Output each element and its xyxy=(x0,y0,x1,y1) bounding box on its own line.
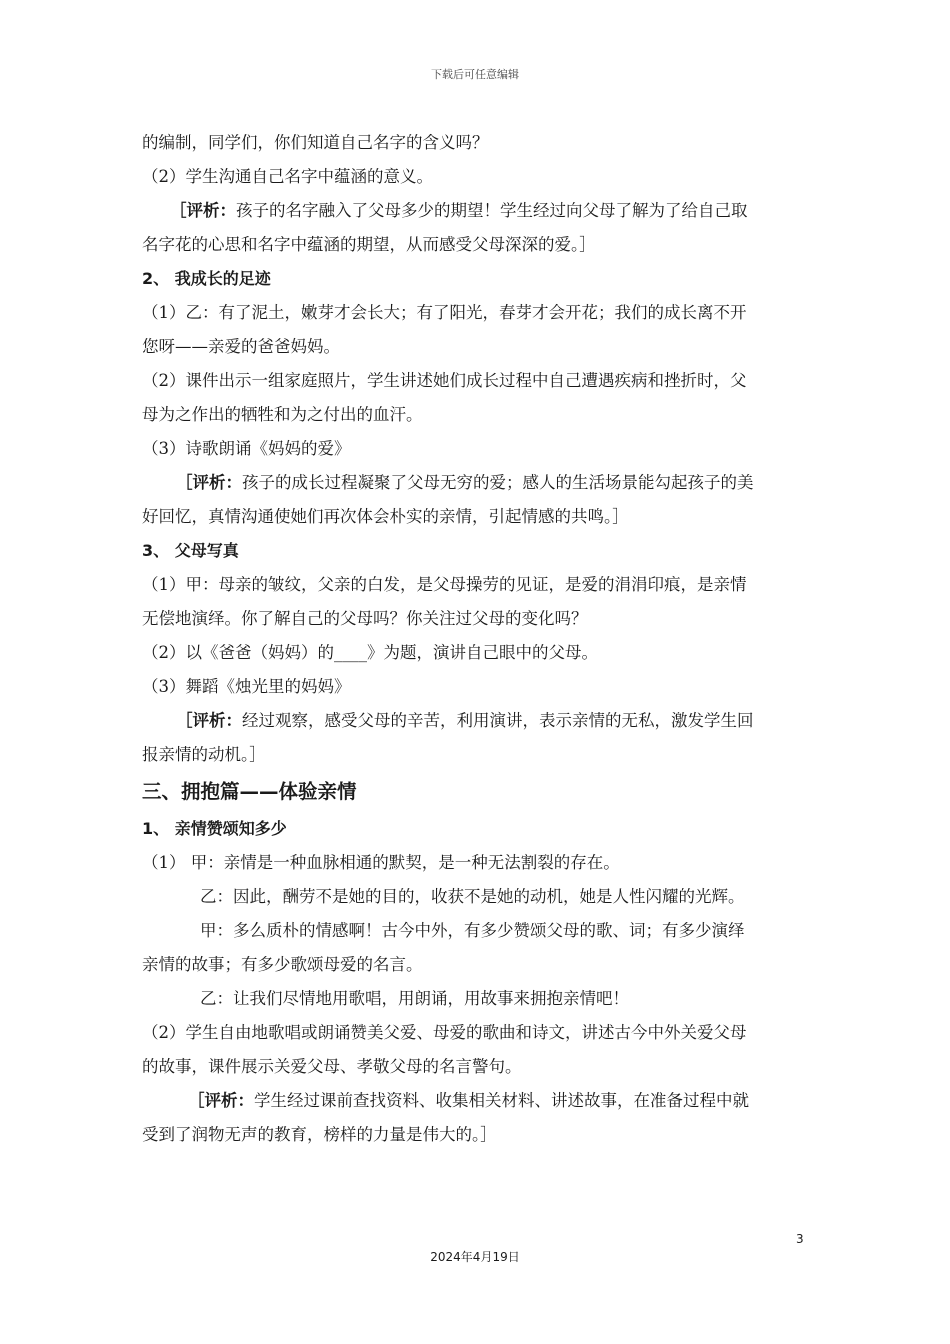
section-heading: 2、 我成长的足迹 xyxy=(142,269,271,288)
paragraph-line: 受到了润物无声的教育，榜样的力量是伟大的。］ xyxy=(142,1125,497,1144)
comment-text: 经过观察，感受父母的辛苦，利用演讲，表示亲情的无私，激发学生回 xyxy=(242,711,754,730)
chapter-heading: 三、拥抱篇——体验亲情 xyxy=(142,780,357,803)
paragraph-line: 无偿地演绎。你了解自己的父母吗？你关注过父母的变化吗？ xyxy=(142,609,588,628)
paragraph-line: （2）学生自由地歌唱或朗诵赞美父爱、母爱的歌曲和诗文，讲述古今中外关爱父母 xyxy=(142,1023,747,1042)
section-heading: 3、 父母写真 xyxy=(142,541,239,560)
paragraph-line: （3）舞蹈《烛光里的妈妈》 xyxy=(142,677,351,696)
paragraph-line: 的编制，同学们，你们知道自己名字的含义吗？ xyxy=(142,133,489,152)
footer-date: 2024年4月19日 xyxy=(430,1250,520,1264)
paragraph-line: （1） 甲：亲情是一种血脉相通的默契，是一种无法割裂的存在。 xyxy=(142,853,620,872)
paragraph-line: （3）诗歌朗诵《妈妈的爱》 xyxy=(142,439,351,458)
comment-line xyxy=(142,1084,834,1118)
page-header: 下载后可任意编辑 xyxy=(431,68,519,81)
comment-line xyxy=(142,194,834,228)
paragraph-line: 亲情的故事；有多少歌颂母爱的名言。 xyxy=(142,955,423,974)
comment-label: ［评析： xyxy=(176,473,242,492)
paragraph-line: （1）甲：母亲的皱纹，父亲的白发，是父母操劳的见证，是爱的涓涓印痕，是亲情 xyxy=(142,575,747,594)
comment-text: 孩子的成长过程凝聚了父母无穷的爱；感人的生活场景能勾起孩子的美 xyxy=(242,473,754,492)
paragraph-line: 好回忆，真情沟通使她们再次体会朴实的亲情，引起情感的共鸣。］ xyxy=(142,507,629,526)
comment-text: 孩子的名字融入了父母多少的期望！学生经过向父母了解为了给自己取 xyxy=(236,201,748,220)
document-body xyxy=(142,126,834,1152)
paragraph-line: 报亲情的动机。］ xyxy=(142,745,266,764)
paragraph-line: （2）课件出示一组家庭照片，学生讲述她们成长过程中自己遭遇疾病和挫折时，父 xyxy=(142,371,747,390)
dialogue-line: 乙：因此，酬劳不是她的目的，收获不是她的动机，她是人性闪耀的光辉。 xyxy=(200,887,745,906)
page-number: 3 xyxy=(796,1232,804,1246)
comment-line xyxy=(142,466,834,500)
paragraph-line: （1）乙：有了泥土，嫩芽才会长大；有了阳光，春芽才会开花；我们的成长离不开 xyxy=(142,303,747,322)
comment-text: 学生经过课前查找资料、收集相关材料、讲述故事，在准备过程中就 xyxy=(254,1091,749,1110)
paragraph-line: 母为之作出的牺牲和为之付出的血汗。 xyxy=(142,405,423,424)
comment-line xyxy=(142,704,834,738)
dialogue-line: 乙：让我们尽情地用歌唱，用朗诵，用故事来拥抱亲情吧！ xyxy=(200,989,629,1008)
paragraph-line: （2）以《爸爸（妈妈）的____》为题，演讲自己眼中的父母。 xyxy=(142,643,598,662)
paragraph-line: 您呀——亲爱的爸爸妈妈。 xyxy=(142,337,340,356)
comment-label: ［评析： xyxy=(176,711,242,730)
comment-label: ［评析： xyxy=(188,1091,254,1110)
section-heading: 1、 亲情赞颂知多少 xyxy=(142,819,287,838)
paragraph-line: 的故事，课件展示关爱父母、孝敬父母的名言警句。 xyxy=(142,1057,522,1076)
comment-label: ［评析： xyxy=(170,201,236,220)
paragraph-line: （2）学生沟通自己名字中蕴涵的意义。 xyxy=(142,167,433,186)
dialogue-line: 甲：多么质朴的情感啊！古今中外，有多少赞颂父母的歌、词；有多少演绎 xyxy=(200,921,745,940)
paragraph-line: 名字花的心思和名字中蕴涵的期望，从而感受父母深深的爱。］ xyxy=(142,235,596,254)
